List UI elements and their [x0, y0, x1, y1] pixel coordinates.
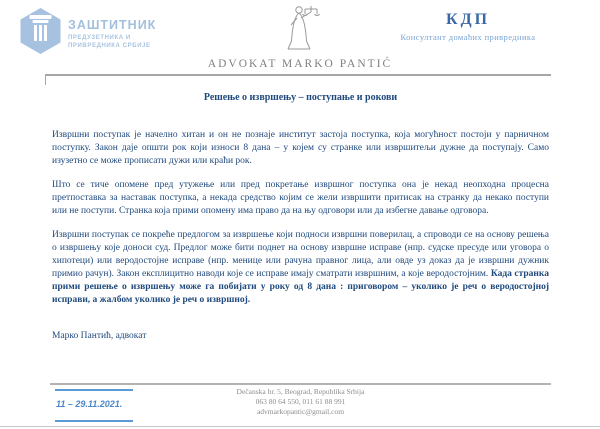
paragraph-3 — [52, 229, 549, 307]
hexagon-column-icon — [18, 7, 63, 55]
date-divider-bottom — [55, 420, 133, 422]
kdp-abbreviation: КДП — [445, 11, 491, 28]
org-subtitle-line1: ПРЕДУЗЕТНИКА И — [68, 34, 131, 41]
signature-line: Марко Пантић, адвокат — [52, 331, 147, 341]
org-subtitle-line2: ПРИВРЕДНИКА СРБИЈЕ — [68, 42, 151, 49]
footer-divider — [50, 383, 551, 385]
paragraph-2: Што се тиче опомене пред утужење или пред покретање извршног поступка она је некад неопходна процесна претпоставка за наставак поступка, а некада средство којим се жели извршити притисак на странку да некако поступи или не поступи. Странка која прими опомену има право да на њу одговори или да избегне давање одговора. — [52, 180, 549, 216]
paragraph-3-bold: Када странка прими решење о извршењу може га побијати у року од 8 дана : приговором – уколико је реч о веродостојној исправи, а жалбом уколико је реч о извршној. — [52, 269, 549, 305]
date-range: 11 – 29.11.2021. — [56, 399, 123, 409]
justitia-figure-icon — [278, 3, 322, 62]
document-title: Решење о извршењу – поступање и рокови — [203, 92, 398, 103]
header-divider-tick — [45, 76, 46, 85]
footer-phones: 063 80 64 550, 011 61 88 991 — [255, 397, 346, 406]
header-divider — [45, 74, 551, 76]
document-body — [52, 92, 549, 341]
footer-contact-block — [50, 387, 551, 417]
footer-email: advmarkopantic@gmail.com — [256, 407, 345, 416]
left-org-logo — [18, 7, 156, 55]
page-bottom-divider — [0, 426, 600, 427]
right-org-logo — [358, 12, 578, 42]
kdp-subtitle: Консултант домаћих привредника — [400, 32, 536, 42]
paragraph-1: Извршни поступак је начелно хитан и он не познаје институт застоја поступка, која могућност постоји у парничном поступку. Закон даје општи рок који износи 8 дана – у којем су странке или извршитељи дужне да поступају. Само изузетно се може прописати дужи или краћи рок. — [52, 130, 549, 166]
org-name: ЗАШТИТНИК — [68, 18, 157, 33]
lawyer-name-header: ADVOKAT MARKO PANTIĆ — [207, 58, 393, 70]
paragraph-3-normal: Извршни поступак се покреће предлогом за извршење који подноси извршни поверилац, а спроводи се на основу решења о извршењу које доноси суд. Предлог може бити поднет на основу извршне исправе (нпр. судске пресуде или уговора о хипотеци) или веродостојне исправе (нпр. менице или рачуна правног лица, али овде уз доказ да је извршни дужник примио рачун). Закон експлицитно наводи које се исправе имају сматрати извршним, а које веродостојним. — [52, 230, 549, 279]
left-org-text — [68, 13, 156, 49]
footer-address: Dečanska br. 5, Beograd, Republika Srbija — [236, 387, 365, 396]
